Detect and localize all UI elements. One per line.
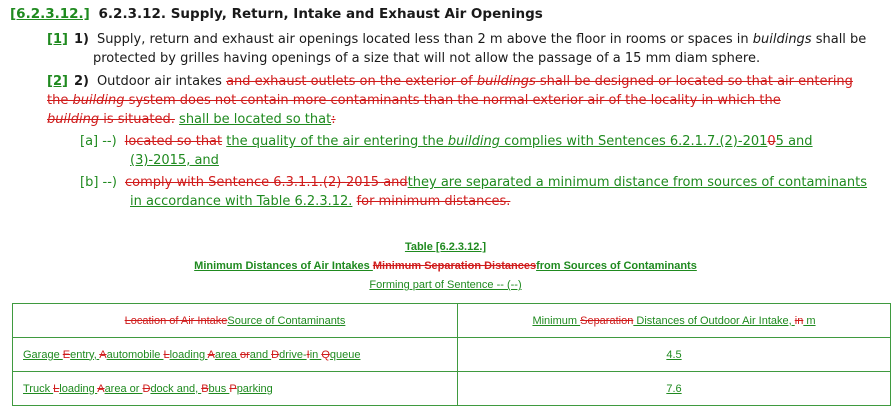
row-2-distance-value: 7.6 <box>666 382 682 395</box>
header-source <box>13 304 458 338</box>
deleted-text: I <box>306 348 310 361</box>
deleted-text: Location of Air Intake <box>124 314 228 327</box>
deleted-text: D <box>142 382 151 395</box>
inserted-text: m <box>803 314 816 327</box>
inserted-text: shall be located so that <box>179 112 332 127</box>
article-title: 6.2.3.12. Supply, Return, Intake and Exhaust Air Openings <box>98 6 543 22</box>
sentence-1-text-b: shall be <box>811 32 867 47</box>
deleted-text: Separation <box>580 314 634 327</box>
row-2-source <box>13 372 458 406</box>
deleted-text: Q <box>321 348 330 361</box>
deleted-text: A <box>99 348 107 361</box>
inserted-text: Minimum <box>532 314 581 327</box>
deleted-text: B <box>201 382 209 395</box>
table-row <box>13 338 891 372</box>
deleted-text: is situated. <box>99 112 175 127</box>
article-heading <box>10 6 543 22</box>
sentence-1 <box>47 30 887 68</box>
sentence-2-ref-link[interactable]: [2] <box>47 74 68 89</box>
deleted-text: 0 <box>767 134 776 149</box>
sentence-1-text-a: Supply, return and exhaust air openings located less than 2 m above the floor in rooms or spaces in <box>96 32 753 47</box>
inserted-text: Source of Contaminants <box>227 314 346 327</box>
inserted-text: entry, <box>70 348 100 361</box>
inserted-text: parking <box>236 382 273 395</box>
deleted-text: shall be designed or located so that air entering <box>535 74 853 89</box>
inserted-text: they are separated a minimum distance from sources of contaminants <box>407 175 868 190</box>
sentence-1-ref-link[interactable]: [1] <box>47 32 68 47</box>
clause-a <box>80 132 890 170</box>
clause-b <box>80 173 890 211</box>
table-label-link[interactable]: Table [6.2.3.12.] <box>404 241 487 253</box>
distances-table <box>12 303 891 406</box>
inserted-text: dock and, <box>150 382 202 395</box>
deleted-term: buildings <box>476 74 536 89</box>
deleted-text: A <box>97 382 105 395</box>
sentence-2 <box>47 72 887 129</box>
inserted-text: drive- <box>279 348 307 361</box>
deleted-text: the <box>47 93 73 108</box>
inserted-text: the quality of the air entering the <box>226 134 448 149</box>
inserted-text: bus <box>208 382 230 395</box>
deleted-text: : <box>331 112 336 127</box>
inserted-text: area <box>214 348 240 361</box>
row-2-distance <box>458 372 891 406</box>
defined-term-buildings: buildings <box>752 32 812 47</box>
sentence-1-text-c: protected by grilles having openings of a size that will not allow the passage of a 15 mm diam sphere. <box>93 51 761 66</box>
sentence-2-text-a: Outdoor air intakes <box>96 74 227 89</box>
inserted-text: loading <box>59 382 98 395</box>
clause-a-label: [a] --) <box>80 134 117 149</box>
deleted-term: building <box>47 112 100 127</box>
inserted-text: in <box>309 348 322 361</box>
inserted-text: in accordance with Table 6.2.3.12. <box>130 194 353 209</box>
inserted-text: Truck <box>23 382 54 395</box>
deleted-text: in <box>794 314 804 327</box>
header-distance <box>458 304 891 338</box>
row-1-source <box>13 338 458 372</box>
table-row <box>13 372 891 406</box>
article-ref-link[interactable]: [6.2.3.12.] <box>10 6 90 22</box>
deleted-text: D <box>271 348 280 361</box>
table-header-row <box>13 304 891 338</box>
inserted-text: queue <box>329 348 361 361</box>
deleted-text: for minimum distances. <box>356 194 511 209</box>
table-title-deleted: Minimum Separation Distances <box>372 260 537 272</box>
row-1-distance-value: 4.5 <box>666 348 682 361</box>
deleted-text: located so that <box>124 134 223 149</box>
deleted-text: E <box>62 348 71 361</box>
forming-part-link[interactable]: Forming part of Sentence -- (--) <box>369 279 522 291</box>
inserted-text: s of Outdoor Air Intake, <box>679 314 795 327</box>
table-forming-part <box>0 275 891 295</box>
table-title-ins-2: from Sources of Contaminants <box>536 260 697 272</box>
inserted-text: (3)-2015, and <box>130 153 219 168</box>
deleted-text: A <box>207 348 215 361</box>
inserted-text: area or <box>104 382 143 395</box>
table-title <box>0 256 891 276</box>
inserted-text: loading <box>169 348 208 361</box>
deleted-text: or <box>239 348 250 361</box>
row-1-distance <box>458 338 891 372</box>
deleted-text: P <box>229 382 237 395</box>
table-label <box>0 237 891 257</box>
deleted-text: comply with Sentence 6.3.1.1.(2)-2015 and <box>124 175 408 190</box>
deleted-text: system does not contain more contaminants than the normal exterior air of the locality in which the <box>124 93 781 108</box>
deleted-text: and exhaust outlets on the exterior of <box>226 74 477 89</box>
inserted-term: building <box>447 134 500 149</box>
sentence-2-number: 2) <box>73 74 89 89</box>
inserted-text: Distance <box>633 314 680 327</box>
inserted-text: 5 and <box>775 134 813 149</box>
inserted-text: Garage <box>23 348 63 361</box>
inserted-text: automobile <box>106 348 164 361</box>
inserted-text: and <box>249 348 272 361</box>
inserted-text: complies with Sentences 6.2.1.7.(2)-201 <box>499 134 768 149</box>
deleted-text: L <box>163 348 170 361</box>
table-title-ins-1: Minimum Distances of Air Intakes <box>194 260 373 272</box>
clause-b-label: [b] --) <box>80 175 117 190</box>
sentence-1-number: 1) <box>73 32 89 47</box>
deleted-text: L <box>53 382 60 395</box>
deleted-term: building <box>72 93 125 108</box>
